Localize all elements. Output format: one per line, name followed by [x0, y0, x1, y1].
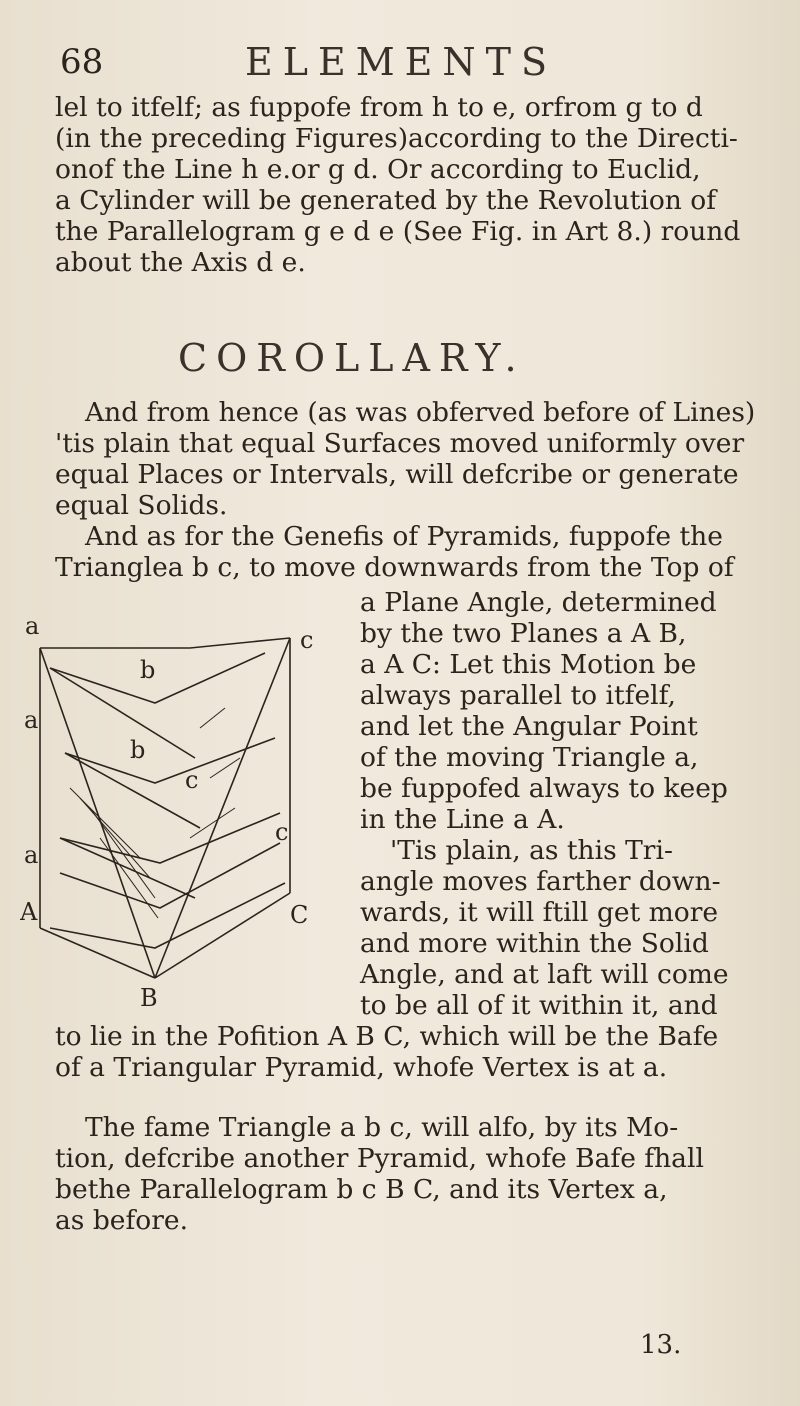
text-line: And from hence (as was obferved before of Lines) — [85, 397, 756, 428]
text-line: lel to itfelf; as fuppofe from h to e, orfrom g to d — [55, 92, 703, 123]
corollary-heading: COROLLARY. — [178, 336, 526, 380]
text-line: be fuppofed always to keep — [360, 773, 728, 804]
figure-label: c — [275, 818, 289, 846]
text-line: about the Axis d e. — [55, 247, 306, 278]
paragraph-corollary — [55, 397, 755, 521]
figure-label: b — [130, 736, 146, 764]
text-line: 'tis plain that equal Surfaces moved uniformly over — [55, 428, 745, 459]
page-number: 68 — [60, 42, 104, 82]
text-line: and let the Angular Point — [360, 711, 698, 742]
paragraph-cylinder — [55, 92, 755, 278]
pyramid-figure — [20, 608, 350, 1008]
text-line: by the two Planes a A B, — [360, 618, 687, 649]
text-line: 'Tis plain, as this Tri- — [390, 835, 673, 866]
figure-label: c — [300, 626, 314, 654]
figure-label: A — [20, 898, 38, 926]
text-line: equal Places or Intervals, will defcribe or generate — [55, 459, 739, 490]
text-line: a Plane Angle, determined — [360, 587, 717, 618]
figure-label: a — [24, 841, 39, 869]
figure-label: b — [140, 656, 156, 684]
text-line: a A C: Let this Motion be — [360, 649, 697, 680]
text-line: always parallel to itfelf, — [360, 680, 676, 711]
figure-label: C — [290, 901, 309, 929]
text-line: Angle, and at laft will come — [360, 959, 729, 990]
text-line: tion, defcribe another Pyramid, whofe Bafe fhall — [55, 1143, 704, 1174]
text-line: And as for the Genefis of Pyramids, fuppofe the — [85, 521, 723, 552]
text-line: the Parallelogram g e d e (See Fig. in Art 8.) round — [55, 216, 741, 247]
figure-label: a — [24, 706, 39, 734]
figure-label: c — [185, 766, 199, 794]
text-line: wards, it will ftill get more — [360, 897, 719, 928]
pyramid-diagram — [20, 608, 350, 1008]
figure-label: a — [25, 612, 40, 640]
text-line: and more within the Solid — [360, 928, 709, 959]
text-line: of a Triangular Pyramid, whofe Vertex is at a. — [55, 1052, 668, 1083]
text-line: in the Line a A. — [360, 804, 565, 835]
catchword: 13. — [640, 1330, 682, 1360]
text-line: of the moving Triangle a, — [360, 742, 699, 773]
paragraph-motion — [360, 587, 780, 1021]
text-line: onof the Line h e.or g d. Or according to Euclid, — [55, 154, 701, 185]
text-line: a Cylinder will be generated by the Revolution of — [55, 185, 717, 216]
text-line: equal Solids. — [55, 490, 228, 521]
running-title: ELEMENTS — [245, 40, 557, 84]
text-line: (in the preceding Figures)according to the Directi- — [55, 123, 738, 154]
text-line: to lie in the Pofition A B C, which will be the Bafe — [55, 1021, 719, 1052]
paragraph-pyramids — [55, 521, 755, 583]
text-line: to be all of it within it, and — [360, 990, 718, 1021]
paragraph-second-pyramid — [55, 1112, 755, 1236]
text-line: angle moves farther down- — [360, 866, 721, 897]
text-line: as before. — [55, 1205, 189, 1236]
paragraph-base — [55, 1021, 755, 1083]
figure-label: B — [140, 984, 158, 1008]
text-line: Trianglea b c, to move downwards from the Top of — [55, 552, 734, 583]
page-header — [60, 40, 760, 90]
text-line: The fame Triangle a b c, will alfo, by its Mo- — [85, 1112, 679, 1143]
text-line: bethe Parallelogram b c B C, and its Vertex a, — [55, 1174, 668, 1205]
